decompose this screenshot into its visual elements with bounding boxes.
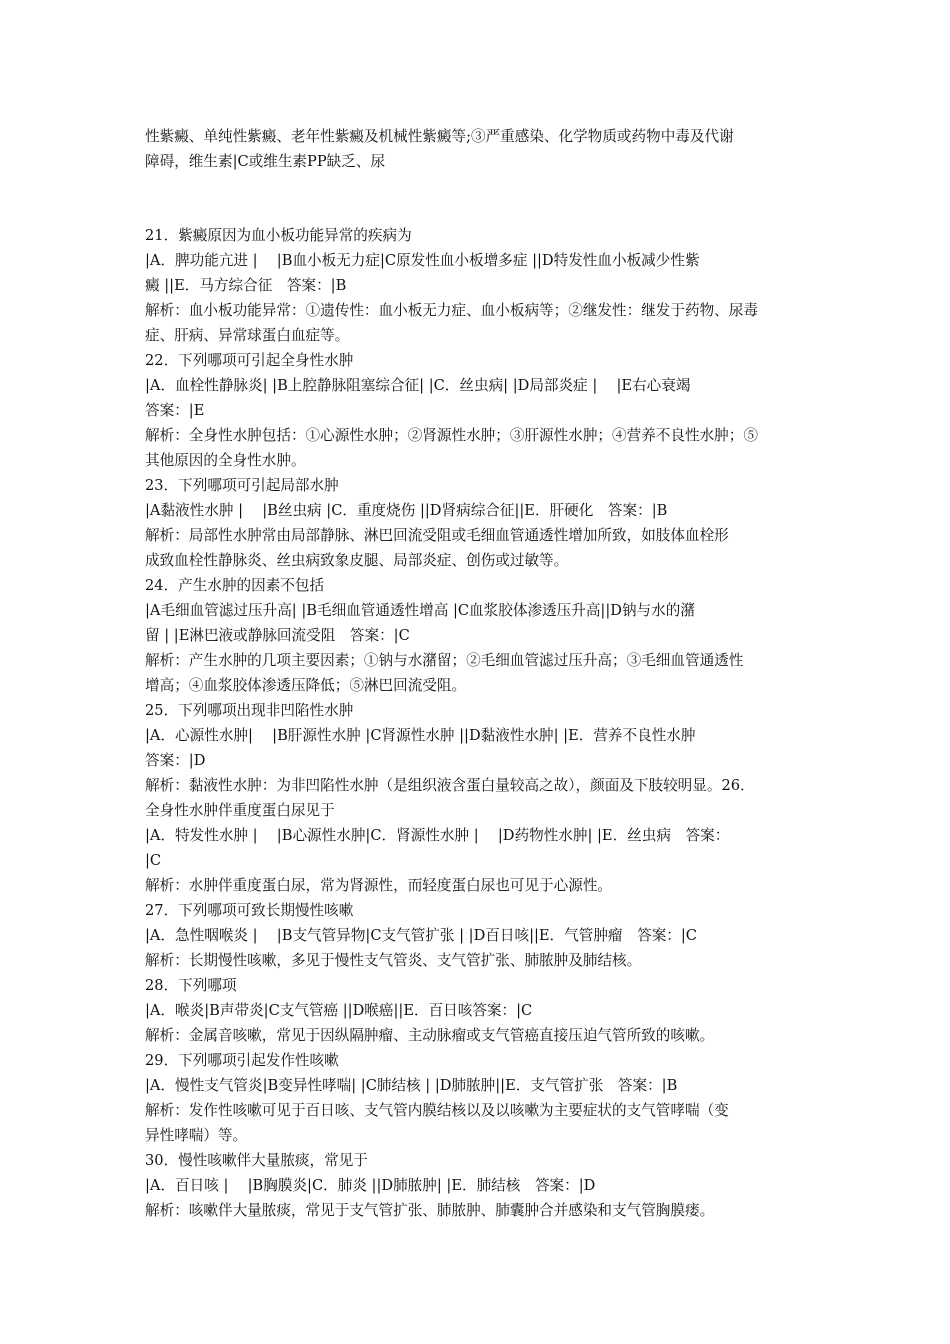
- text-line: 解析：产生水肿的几项主要因素；①钠与水潴留；②毛细血管滤过压升高；③毛细血管通透性: [145, 652, 744, 669]
- text-line: |C: [145, 852, 162, 869]
- document-body: [145, 124, 810, 1223]
- text-line: |A黏液性水肿 | |B丝虫病 |C．重度烧伤 ||D肾病综合征||E．肝硬化 答案：|B: [145, 502, 668, 519]
- text-line: 解析：水肿伴重度蛋白尿，常为肾源性，而轻度蛋白尿也可见于心源性。: [145, 877, 613, 894]
- text-line: 成致血栓性静脉炎、丝虫病致象皮腿、局部炎症、创伤或过敏等。: [145, 552, 569, 569]
- question-list: [145, 223, 810, 1223]
- text-line: |A．心源性水肿| |B肝源性水肿 |C肾源性水肿 ||D黏液性水肿| |E．营养不良性水肿: [145, 727, 696, 744]
- text-line: 异性哮喘）等。: [145, 1127, 248, 1144]
- text-line: |A．脾功能亢进 | |B血小板无力症|C原发性血小板增多症 ||D特发性血小板减少性紫: [145, 252, 700, 269]
- text-line: 29．下列哪项引起发作性咳嗽: [145, 1052, 339, 1069]
- text-line: 22．下列哪项可引起全身性水肿: [145, 352, 354, 369]
- text-line: 21．紫癜原因为血小板功能异常的疾病为: [145, 227, 412, 244]
- text-line: |A毛细血管滤过压升高| |B毛细血管通透性增高 |C血浆胶体渗透压升高||D钠与水的潴: [145, 602, 695, 619]
- paragraph-gap: [145, 174, 810, 223]
- text-line: |A．血栓性静脉炎| |B上腔静脉阻塞综合征| |C．丝虫病| |D局部炎症 | |E右心衰竭: [145, 377, 691, 394]
- text-line: 30．慢性咳嗽伴大量脓痰，常见于: [145, 1152, 368, 1169]
- text-line: 解析：发作性咳嗽可见于百日咳、支气管内膜结核以及以咳嗽为主要症状的支气管哮喘（变: [145, 1102, 729, 1119]
- text-line: 解析：血小板功能异常：①遗传性：血小板无力症、血小板病等；②继发性：继发于药物、尿毒: [145, 302, 758, 319]
- text-line: 28．下列哪项: [145, 977, 237, 994]
- text-line: 解析：局部性水肿常由局部静脉、淋巴回流受阻或毛细血管通透性增加所致，如肢体血栓形: [145, 527, 729, 544]
- text-line: 24．产生水肿的因素不包括: [145, 577, 325, 594]
- text-line: 其他原因的全身性水肿。: [145, 452, 306, 469]
- text-line: 27．下列哪项可致长期慢性咳嗽: [145, 902, 354, 919]
- text-line: 答案：|E: [145, 402, 205, 419]
- text-line: 障碍，维生素|C或维生素PP缺乏、尿: [145, 153, 386, 170]
- text-line: |A．急性咽喉炎 | |B支气管异物|C支气管扩张 | |D百日咳||E．气管肿瘤 答案：|C: [145, 927, 697, 944]
- text-line: 留 | |E淋巴液或静脉回流受阻 答案：|C: [145, 627, 410, 644]
- text-line: 解析：金属音咳嗽，常见于因纵隔肿瘤、主动脉瘤或支气管癌直接压迫气管所致的咳嗽。: [145, 1027, 715, 1044]
- text-line: |A．喉炎|B声带炎|C支气管癌 ||D喉癌||E．百日咳答案：|C: [145, 1002, 533, 1019]
- text-line: 答案：|D: [145, 752, 206, 769]
- text-line: 症、肝病、异常球蛋白血症等。: [145, 327, 350, 344]
- text-line: 23．下列哪项可引起局部水肿: [145, 477, 339, 494]
- text-line: 解析：全身性水肿包括：①心源性水肿；②肾源性水肿；③肝源性水肿；④营养不良性水肿；⑤: [145, 427, 758, 444]
- text-line: 解析：咳嗽伴大量脓痰，常见于支气管扩张、肺脓肿、肺囊肿合并感染和支气管胸膜瘘。: [145, 1202, 715, 1219]
- text-line: |A．慢性支气管炎|B变异性哮喘| |C肺结核 | |D肺脓肿||E．支气管扩张 答案：|B: [145, 1077, 678, 1094]
- text-line: |A．百日咳 | |B胸膜炎|C．肺炎 ||D肺脓肿| |E．肺结核 答案：|D: [145, 1177, 596, 1194]
- text-line: 性紫癜、单纯性紫癜、老年性紫癜及机械性紫癜等;③严重感染、化学物质或药物中毒及代谢: [145, 128, 734, 145]
- text-line: 癜 ||E．马方综合征 答案：|B: [145, 277, 347, 294]
- text-line: 全身性水肿伴重度蛋白尿见于: [145, 802, 335, 819]
- text-line: 增高；④血浆胶体渗透压降低；⑤淋巴回流受阻。: [145, 677, 467, 694]
- text-line: 解析：长期慢性咳嗽，多见于慢性支气管炎、支气管扩张、肺脓肿及肺结核。: [145, 952, 642, 969]
- text-line: 解析：黏液性水肿：为非凹陷性水肿（是组织液含蛋白量较高之故），颜面及下肢较明显。26．: [145, 777, 755, 794]
- text-line: 25．下列哪项出现非凹陷性水肿: [145, 702, 354, 719]
- text-line: |A．特发性水肿 | |B心源性水肿|C．肾源性水肿 | |D药物性水肿| |E．丝虫病 答案：: [145, 827, 730, 844]
